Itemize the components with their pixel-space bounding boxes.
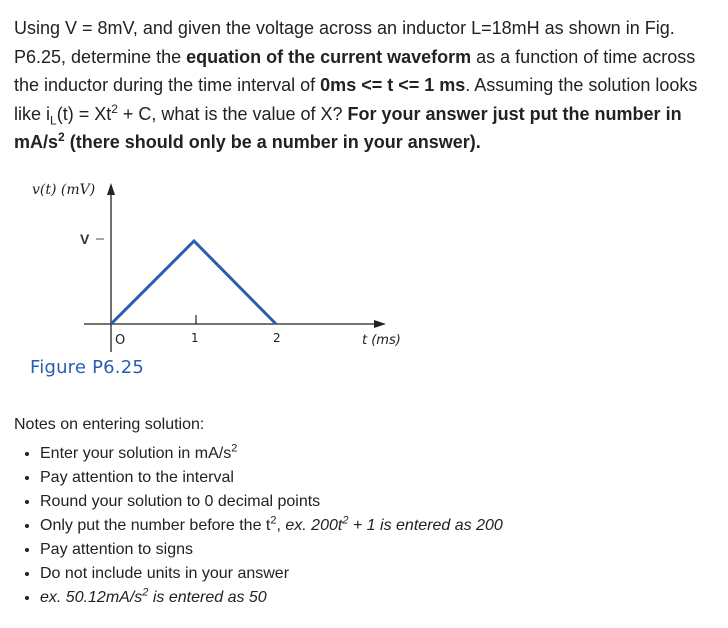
x-tick-label-1: 1 bbox=[191, 331, 199, 345]
note-text: Do not include units in your answer bbox=[40, 565, 290, 582]
question-bold: equation of the current waveform bbox=[186, 46, 472, 67]
notes-title: Notes on entering solution: bbox=[14, 416, 205, 433]
note-example-text: ex. 50.12mA/s bbox=[40, 589, 143, 606]
question-part: (t) = Xt bbox=[56, 103, 112, 124]
note-text: Enter your solution in mA/s bbox=[40, 445, 232, 462]
note-example-text: is entered as 50 bbox=[148, 589, 267, 606]
question-bold-interval: 0ms <= t <= 1 ms bbox=[320, 75, 466, 95]
list-item bbox=[40, 490, 503, 514]
note-example-text: ex. 200t bbox=[285, 517, 343, 534]
list-item bbox=[40, 466, 503, 490]
figure-p6-25 bbox=[0, 170, 460, 385]
note-text: Only put the number before the t bbox=[40, 517, 271, 534]
question-bold: (there should only be a number in your answer). bbox=[64, 132, 481, 152]
question-part: as a function of time across the inductor during the time interval of bbox=[14, 46, 696, 95]
notes-list bbox=[22, 442, 503, 610]
x-axis-arrow bbox=[374, 320, 386, 328]
question-part: . Assuming the solution looks like i bbox=[14, 75, 698, 124]
note-text: Round your solution to 0 decimal points bbox=[40, 493, 321, 510]
waveform-line bbox=[111, 241, 276, 324]
voltage-waveform-chart bbox=[0, 170, 460, 385]
note-example bbox=[40, 586, 267, 606]
question-part: Using V = 8mV, and given the voltage across an inductor L=18mH as shown in Fig. P6.25, determine the bbox=[14, 18, 675, 67]
question-bold: For your answer just put the number in mA/s bbox=[14, 103, 682, 152]
y-axis-label: v(t) (mV) bbox=[32, 182, 96, 198]
superscript: 2 bbox=[231, 442, 238, 455]
y-axis-arrow bbox=[107, 183, 115, 195]
list-item bbox=[40, 562, 503, 586]
superscript: 2 bbox=[342, 514, 349, 527]
x-axis-label: t (ms) bbox=[362, 333, 401, 348]
note-text: , bbox=[276, 517, 286, 534]
list-item bbox=[40, 442, 503, 466]
list-item bbox=[40, 586, 503, 610]
superscript: 2 bbox=[142, 586, 149, 599]
question-text bbox=[14, 14, 720, 157]
note-example bbox=[285, 514, 503, 534]
note-text: Pay attention to the interval bbox=[40, 469, 234, 486]
x-tick-label-2: 2 bbox=[273, 331, 281, 345]
question-part: + C, what is the value of X? bbox=[117, 103, 348, 124]
note-text: Pay attention to signs bbox=[40, 541, 193, 558]
note-example-text: + 1 is entered as 200 bbox=[348, 517, 503, 534]
list-item bbox=[40, 514, 503, 538]
list-item bbox=[40, 538, 503, 562]
superscript: 2 bbox=[58, 130, 65, 144]
origin-label: O bbox=[115, 333, 126, 348]
superscript: 2 bbox=[270, 514, 277, 527]
figure-caption: Figure P6.25 bbox=[30, 357, 145, 378]
y-tick-label-v: V bbox=[80, 231, 90, 247]
subscript-L: L bbox=[50, 113, 57, 128]
superscript: 2 bbox=[111, 101, 118, 116]
